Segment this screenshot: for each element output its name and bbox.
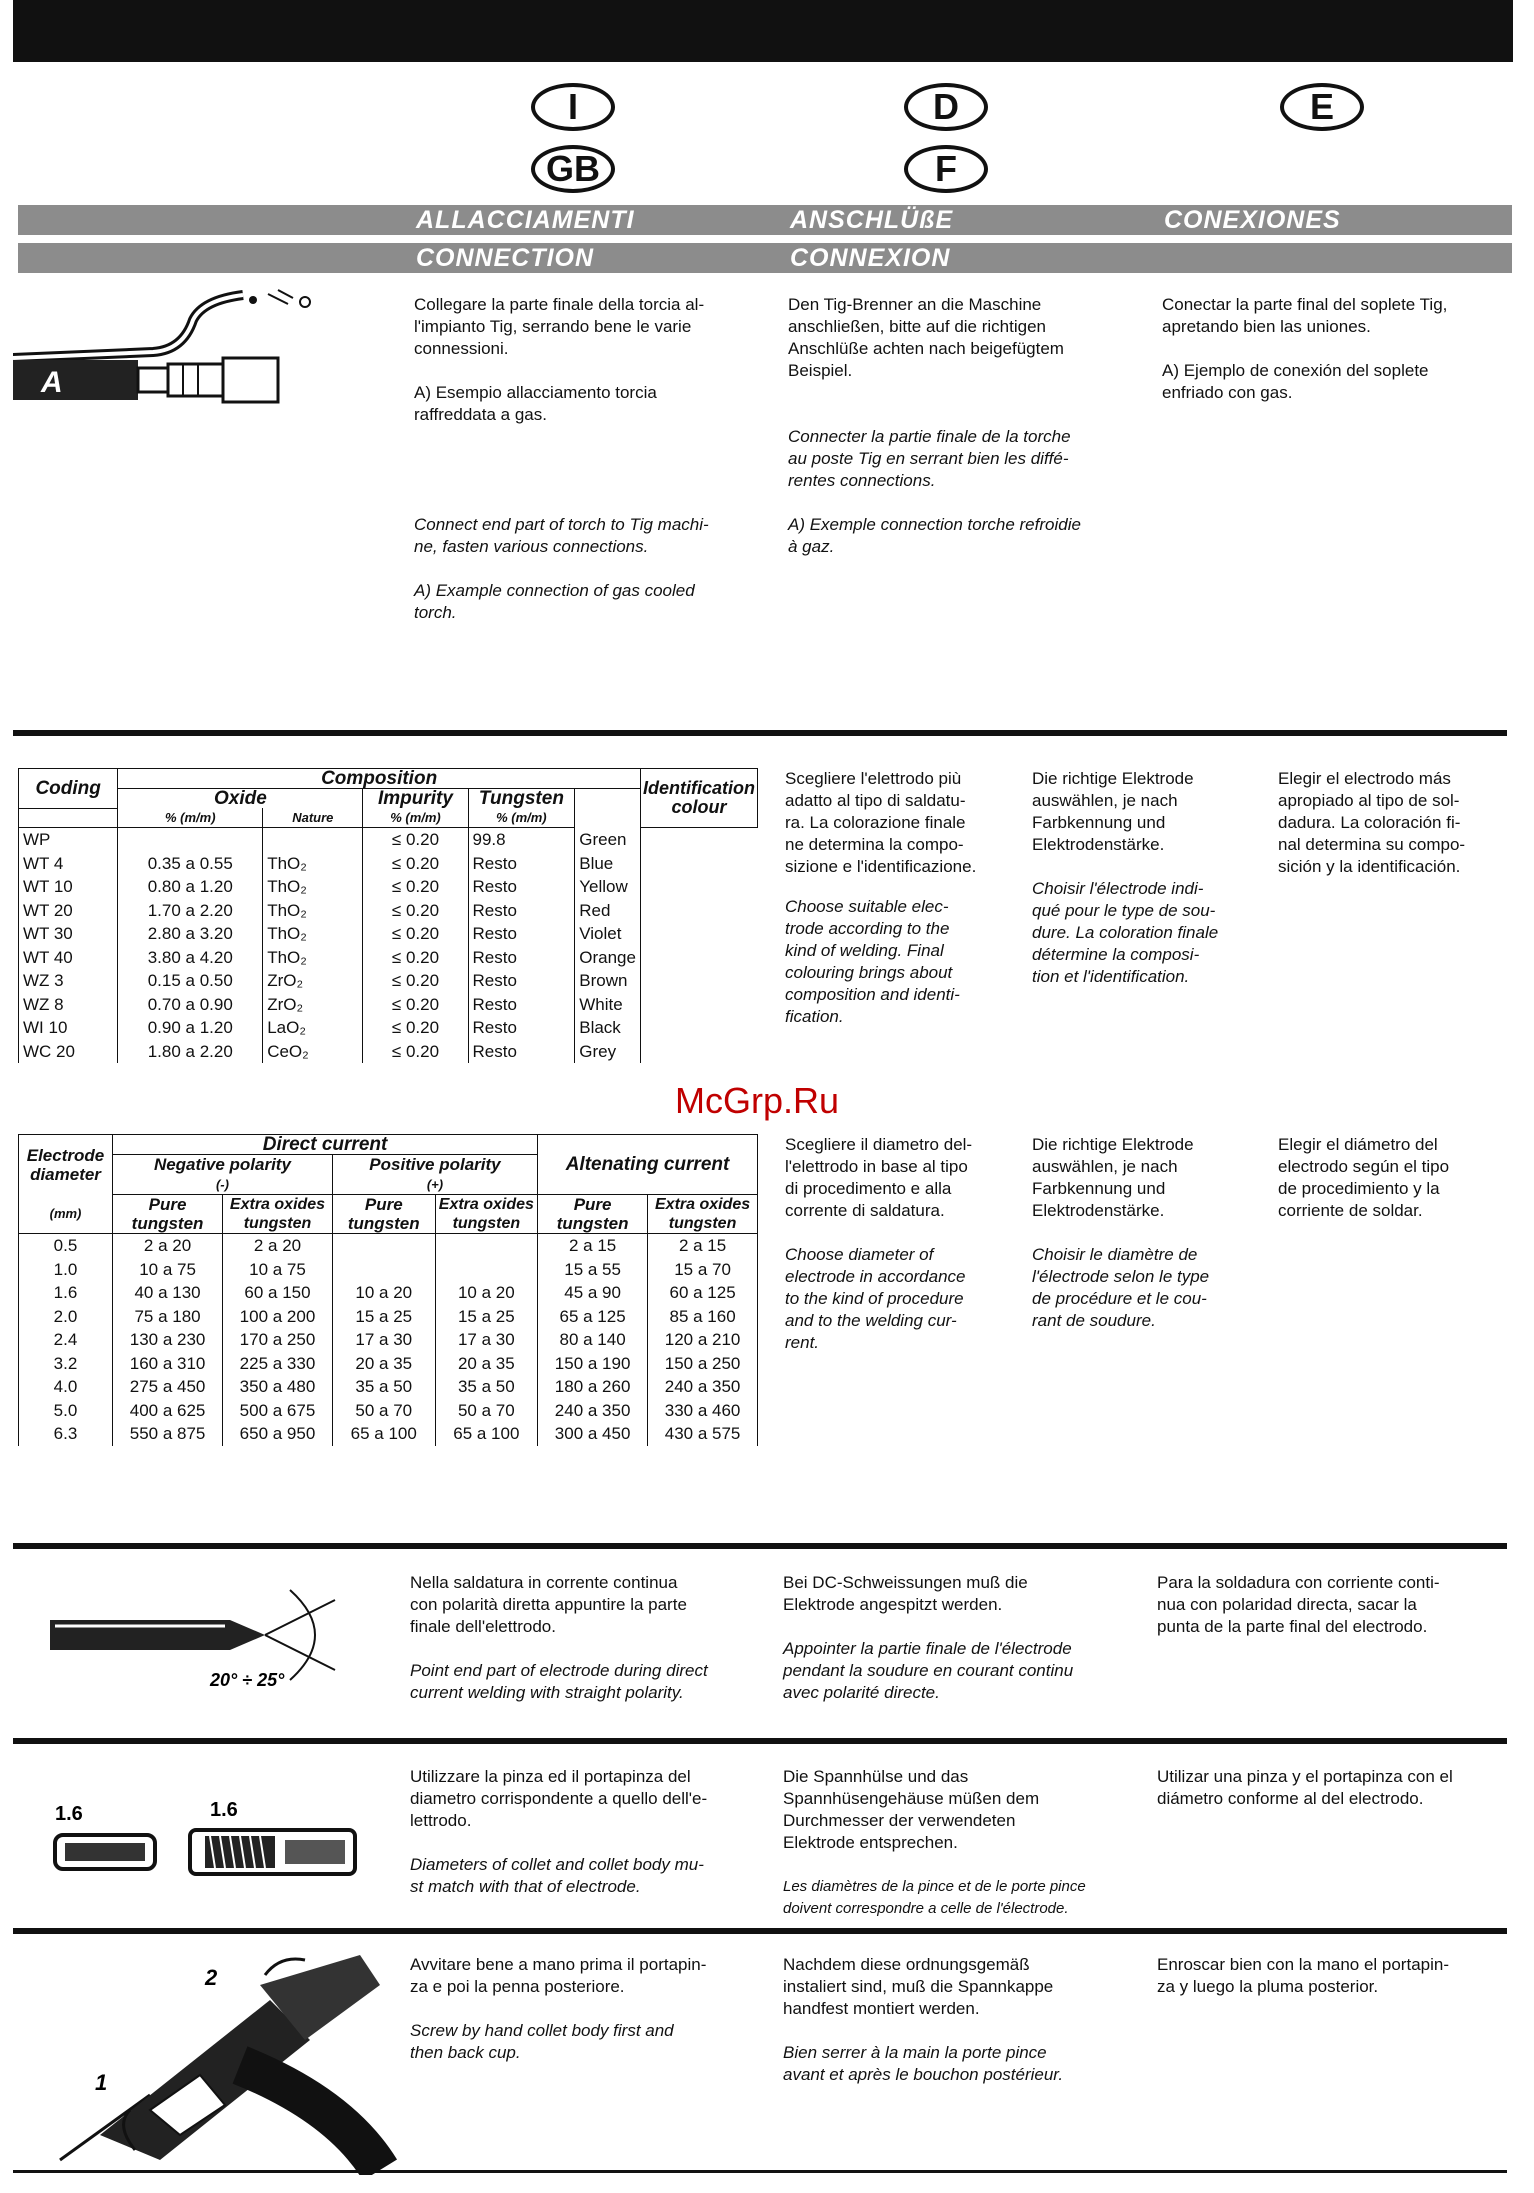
current-row-cell xyxy=(332,1258,435,1282)
coding-row-cell: WT 40 xyxy=(19,946,118,970)
figure-label-a: A xyxy=(41,366,63,399)
th-nature: Nature xyxy=(263,808,363,828)
coding-row-cell: White xyxy=(575,993,641,1017)
current-row-cell: 10 a 75 xyxy=(223,1258,333,1282)
electrode-point-illustration xyxy=(40,1580,350,1690)
current-row-cell xyxy=(435,1258,537,1282)
coding-row-cell: LaO₂ xyxy=(263,1016,363,1040)
section-band-2 xyxy=(18,243,1512,273)
current-row-cell: 65 a 125 xyxy=(538,1305,648,1329)
lang-badge-d: D xyxy=(904,83,988,131)
th-negative-polarity xyxy=(113,1155,333,1195)
screw-label-2: 2 xyxy=(205,1965,218,1990)
lang-badge-gb: GB xyxy=(531,145,615,193)
th-direct-current: Direct current xyxy=(113,1135,538,1155)
section-band-1 xyxy=(18,205,1512,235)
coding-row-cell: ThO₂ xyxy=(263,899,363,923)
current-row xyxy=(19,1422,758,1446)
coding-row-cell: Resto xyxy=(468,969,575,993)
current-row-cell: 6.3 xyxy=(19,1422,113,1446)
coding-row-cell: WT 30 xyxy=(19,922,118,946)
current-row-cell: 170 a 250 xyxy=(223,1328,333,1352)
current-row-cell: 0.5 xyxy=(19,1234,113,1258)
current-row-cell: 2 a 15 xyxy=(648,1234,758,1258)
current-row xyxy=(19,1328,758,1352)
th-ac-extra: Extra oxides tungsten xyxy=(648,1195,758,1234)
collet-en: Diameters of collet and collet body mu- st match with that of electrode. xyxy=(410,1855,704,1896)
connection-fr-a: A) Exemple connection torche refroidie à gaz. xyxy=(788,515,1081,556)
coding-row xyxy=(19,828,758,852)
current-row-cell: 10 a 20 xyxy=(435,1281,537,1305)
coding-row-cell: Blue xyxy=(575,852,641,876)
choose-diameter-en: Choose diameter of electrode in accordance to the kind of procedure and to the welding cur- rent. xyxy=(785,1245,966,1352)
coding-row xyxy=(19,969,758,993)
connection-de: Den Tig-Brenner an die Maschine anschließen, bitte auf die richtigen Anschlüße achten nach beigefügtem Beispiel. xyxy=(788,295,1064,380)
welding-current-table xyxy=(18,1134,758,1446)
current-row-cell: 20 a 35 xyxy=(435,1352,537,1376)
title-fr: CONNEXION xyxy=(790,244,951,272)
th-positive-sign: (+) xyxy=(426,1177,444,1192)
coding-row-cell: ≤ 0.20 xyxy=(363,852,468,876)
coding-row-cell: Resto xyxy=(468,922,575,946)
th-impurity-unit: % (m/m) xyxy=(363,808,468,828)
current-row-cell: 500 a 675 xyxy=(223,1399,333,1423)
torch-assembly-illustration xyxy=(40,1945,400,2175)
current-row-cell: 275 a 450 xyxy=(113,1375,223,1399)
pointing-es: Para la soldadura con corriente conti- nua con polaridad directa, sacar la punta de la parte final del electrodo. xyxy=(1157,1573,1440,1636)
choose-electrode-it: Scegliere l'elettrodo più adatto al tipo di saldatu- ra. La colorazione finale ne determina la compo- sizione e l'identificazione. xyxy=(785,769,977,876)
current-row-cell: 20 a 35 xyxy=(332,1352,435,1376)
current-row-cell: 60 a 125 xyxy=(648,1281,758,1305)
th-negative-sign: (-) xyxy=(215,1177,229,1192)
th-composition: Composition xyxy=(118,769,641,789)
choose-diameter-fr: Choisir le diamètre de l'électrode selon le type de procédure et le cou- rant de soudure. xyxy=(1032,1245,1210,1330)
coding-row-cell: Black xyxy=(575,1016,641,1040)
connection-fr: Connecter la partie finale de la torche au poste Tig en serrant bien les diffé- rentes connections. xyxy=(788,427,1071,490)
screw-it: Avvitare bene a mano prima il portapin- za e poi la penna posteriore. xyxy=(410,1955,707,1996)
th-tungsten-unit: % (m/m) xyxy=(468,808,575,828)
coding-row-cell: ThO₂ xyxy=(263,852,363,876)
current-row-cell: 240 a 350 xyxy=(648,1375,758,1399)
coding-row-cell: 0.70 a 0.90 xyxy=(118,993,263,1017)
current-row-cell: 15 a 25 xyxy=(435,1305,537,1329)
coding-row-cell: Red xyxy=(575,899,641,923)
current-row-cell: 550 a 875 xyxy=(113,1422,223,1446)
coding-row-cell: ThO₂ xyxy=(263,875,363,899)
th-ac-pure: Pure tungsten xyxy=(538,1195,648,1234)
current-row-cell: 150 a 250 xyxy=(648,1352,758,1376)
th-oxide-unit: % (m/m) xyxy=(118,808,263,828)
th-tungsten: Tungsten xyxy=(468,789,575,809)
collet-de: Die Spannhülse und das Spannhüsengehäuse müßen dem Durchmesser der verwendeten Elektrode entsprechen. xyxy=(783,1767,1040,1852)
th-diameter-label: Electrode diameter xyxy=(26,1145,105,1184)
coding-row-cell: ≤ 0.20 xyxy=(363,946,468,970)
th-pos-pure: Pure tungsten xyxy=(332,1195,435,1234)
current-row-cell xyxy=(332,1234,435,1258)
title-es: CONEXIONES xyxy=(1164,206,1341,234)
choose-diameter-es: Elegir el diámetro del electrodo según el tipo de procedimiento y la corriente de soldar. xyxy=(1278,1135,1450,1220)
coding-row xyxy=(19,1016,758,1040)
coding-row-cell: Resto xyxy=(468,946,575,970)
coding-row-cell: WT 4 xyxy=(19,852,118,876)
coding-row-cell: WT 10 xyxy=(19,875,118,899)
th-diameter-unit: (mm) xyxy=(49,1205,82,1221)
section-divider-1 xyxy=(13,730,1507,736)
title-de: ANSCHLÜßE xyxy=(790,206,954,234)
coding-row-cell: ThO₂ xyxy=(263,922,363,946)
current-row-cell: 50 a 70 xyxy=(332,1399,435,1423)
lang-badge-e: E xyxy=(1280,83,1364,131)
choose-electrode-es: Elegir el electrodo más apropiado al tipo de sol- dadura. La coloración fi- nal determina su compo- sición y la identificación. xyxy=(1278,769,1466,876)
current-row-cell: 150 a 190 xyxy=(538,1352,648,1376)
current-row-cell: 300 a 450 xyxy=(538,1422,648,1446)
coding-row-cell: WZ 8 xyxy=(19,993,118,1017)
coding-row xyxy=(19,1040,758,1064)
current-row-cell: 120 a 210 xyxy=(648,1328,758,1352)
current-row-cell: 75 a 180 xyxy=(113,1305,223,1329)
current-row-cell: 3.2 xyxy=(19,1352,113,1376)
current-row-cell: 40 a 130 xyxy=(113,1281,223,1305)
current-row-cell: 430 a 575 xyxy=(648,1422,758,1446)
connection-it: Collegare la parte finale della torcia al- l'impianto Tig, serrando bene le varie connessioni. xyxy=(414,295,705,358)
coding-row-cell xyxy=(263,828,363,852)
top-black-bar xyxy=(13,0,1513,62)
current-row-cell: 650 a 950 xyxy=(223,1422,333,1446)
current-row-cell: 15 a 70 xyxy=(648,1258,758,1282)
current-row-cell: 1.0 xyxy=(19,1258,113,1282)
watermark: McGrp.Ru xyxy=(675,1080,840,1121)
connection-en-a: A) Example connection of gas cooled torch. xyxy=(414,581,695,622)
coding-row xyxy=(19,993,758,1017)
th-diameter xyxy=(19,1135,113,1234)
current-row-cell: 350 a 480 xyxy=(223,1375,333,1399)
current-row-cell: 2.0 xyxy=(19,1305,113,1329)
coding-row-cell: ≤ 0.20 xyxy=(363,1040,468,1064)
th-coding: Coding xyxy=(19,769,118,809)
point-angle-label: 20° ÷ 25° xyxy=(210,1670,285,1690)
current-row-cell: 35 a 50 xyxy=(332,1375,435,1399)
current-row-cell: 85 a 160 xyxy=(648,1305,758,1329)
coding-row xyxy=(19,946,758,970)
current-row-cell: 400 a 625 xyxy=(113,1399,223,1423)
coding-row-cell: WC 20 xyxy=(19,1040,118,1064)
coding-row xyxy=(19,899,758,923)
choose-electrode-fr: Choisir l'électrode indi- qué pour le type de sou- dure. La coloration finale détermine la composi- tion et l'identification. xyxy=(1032,879,1219,986)
screw-label-1: 1 xyxy=(95,2070,108,2095)
current-row-cell: 225 a 330 xyxy=(223,1352,333,1376)
pointing-it: Nella saldatura in corrente continua con polarità diretta appuntire la parte finale dell'elettrodo. xyxy=(410,1573,687,1636)
current-row-cell: 330 a 460 xyxy=(648,1399,758,1423)
choose-electrode-de: Die richtige Elektrode auswählen, je nach Farbkennung und Elektrodenstärke. xyxy=(1032,769,1194,854)
th-positive-polarity xyxy=(332,1155,537,1195)
coding-row-cell: 99.8 xyxy=(468,828,575,852)
current-row-cell: 50 a 70 xyxy=(435,1399,537,1423)
current-row-cell: 180 a 260 xyxy=(538,1375,648,1399)
current-row-cell: 2.4 xyxy=(19,1328,113,1352)
current-row-cell: 10 a 75 xyxy=(113,1258,223,1282)
coding-row-cell: Brown xyxy=(575,969,641,993)
current-row xyxy=(19,1375,758,1399)
pointing-fr: Appointer la partie finale de l'électrode pendant la soudure en courant continu avec polarité directe. xyxy=(783,1639,1074,1702)
th-positive-label: Positive polarity xyxy=(369,1155,501,1174)
coding-row-cell: 0.15 a 0.50 xyxy=(118,969,263,993)
pointing-en: Point end part of electrode during direct current welding with straight polarity. xyxy=(410,1661,708,1702)
bottom-divider xyxy=(13,2170,1507,2173)
coding-row-cell: ≤ 0.20 xyxy=(363,922,468,946)
coding-row-cell: WP xyxy=(19,828,118,852)
screw-de: Nachdem diese ordnungsgemäß instaliert sind, muß die Spannkappe handfest montiert werden. xyxy=(783,1955,1054,2018)
coding-row-cell: 0.90 a 1.20 xyxy=(118,1016,263,1040)
coding-row-cell: ≤ 0.20 xyxy=(363,993,468,1017)
collet-label-right: 1.6 xyxy=(210,1799,238,1821)
coding-row-cell: Resto xyxy=(468,993,575,1017)
current-row-cell: 80 a 140 xyxy=(538,1328,648,1352)
lang-badge-f: F xyxy=(904,145,988,193)
th-neg-extra: Extra oxides tungsten xyxy=(223,1195,333,1234)
current-row xyxy=(19,1352,758,1376)
current-row-cell: 1.6 xyxy=(19,1281,113,1305)
lang-badge-i: I xyxy=(531,83,615,131)
coding-row-cell: 3.80 a 4.20 xyxy=(118,946,263,970)
choose-diameter-de: Die richtige Elektrode auswählen, je nach Farbkennung und Elektrodenstärke. xyxy=(1032,1135,1194,1220)
current-row xyxy=(19,1281,758,1305)
collet-es: Utilizar una pinza y el portapinza con el diámetro conforme al del electrodo. xyxy=(1157,1767,1453,1808)
current-row-cell: 65 a 100 xyxy=(332,1422,435,1446)
screw-es: Enroscar bien con la mano el portapin- za y luego la pluma posterior. xyxy=(1157,1955,1449,1996)
current-row xyxy=(19,1234,758,1258)
coding-row-cell: ≤ 0.20 xyxy=(363,828,468,852)
section-divider-3 xyxy=(13,1738,1507,1744)
current-row-cell: 15 a 55 xyxy=(538,1258,648,1282)
th-impurity: Impurity xyxy=(363,789,468,809)
coding-row-cell: ≤ 0.20 xyxy=(363,969,468,993)
coding-row-cell: 2.80 a 3.20 xyxy=(118,922,263,946)
torch-connection-illustration xyxy=(13,280,333,430)
coding-row-cell: 1.80 a 2.20 xyxy=(118,1040,263,1064)
th-pos-extra: Extra oxides tungsten xyxy=(435,1195,537,1234)
current-row-cell: 130 a 230 xyxy=(113,1328,223,1352)
connection-en: Connect end part of torch to Tig machi- ne, fasten various connections. xyxy=(414,515,709,556)
coding-row-cell: Resto xyxy=(468,875,575,899)
connection-es: Conectar la parte final del soplete Tig, apretando bien las uniones. xyxy=(1162,295,1448,336)
section-divider-4 xyxy=(13,1928,1507,1934)
choose-diameter-it: Scegliere il diametro del- l'elettrodo in base al tipo di procedimento e alla corrente di saldatura. xyxy=(785,1135,973,1220)
coding-row-cell: Resto xyxy=(468,899,575,923)
th-alternating-current: Altenating current xyxy=(538,1135,758,1195)
collet-label-left: 1.6 xyxy=(55,1803,83,1825)
coding-row-cell: ZrO₂ xyxy=(263,969,363,993)
th-oxide: Oxide xyxy=(118,789,363,809)
coding-row-cell: Yellow xyxy=(575,875,641,899)
th-negative-label: Negative polarity xyxy=(153,1155,291,1174)
current-row-cell: 35 a 50 xyxy=(435,1375,537,1399)
collet-fr: Les diamètres de la pince et de le porte pince doivent correspondre a celle de l'électrode. xyxy=(783,1878,1086,1917)
coding-row-cell xyxy=(118,828,263,852)
coding-row-cell: Orange xyxy=(575,946,641,970)
current-row xyxy=(19,1258,758,1282)
coding-row-cell: 0.35 a 0.55 xyxy=(118,852,263,876)
coding-row-cell: 1.70 a 2.20 xyxy=(118,899,263,923)
current-row-cell: 17 a 30 xyxy=(435,1328,537,1352)
current-row-cell: 15 a 25 xyxy=(332,1305,435,1329)
current-row-cell: 2 a 20 xyxy=(223,1234,333,1258)
current-row-cell xyxy=(435,1234,537,1258)
title-en: CONNECTION xyxy=(416,244,595,272)
section-divider-2 xyxy=(13,1543,1507,1549)
coding-row-cell: WZ 3 xyxy=(19,969,118,993)
coding-row-cell: Grey xyxy=(575,1040,641,1064)
coding-row-cell: WI 10 xyxy=(19,1016,118,1040)
coding-row-cell: ≤ 0.20 xyxy=(363,875,468,899)
current-row-cell: 2 a 20 xyxy=(113,1234,223,1258)
coding-row xyxy=(19,922,758,946)
coding-row-cell: ≤ 0.20 xyxy=(363,1016,468,1040)
pointing-de: Bei DC-Schweissungen muß die Elektrode angespitzt werden. xyxy=(783,1573,1028,1614)
coding-row-cell: Green xyxy=(575,828,641,852)
current-row-cell: 65 a 100 xyxy=(435,1422,537,1446)
coding-row xyxy=(19,852,758,876)
current-row-cell: 4.0 xyxy=(19,1375,113,1399)
current-row-cell: 160 a 310 xyxy=(113,1352,223,1376)
coding-row-cell: ≤ 0.20 xyxy=(363,899,468,923)
coding-row-cell: Resto xyxy=(468,1016,575,1040)
coding-row-cell: Resto xyxy=(468,852,575,876)
th-id-colour: Identification colour xyxy=(640,769,757,828)
coding-row-cell: ThO₂ xyxy=(263,946,363,970)
current-row-cell: 45 a 90 xyxy=(538,1281,648,1305)
current-row xyxy=(19,1399,758,1423)
current-row-cell: 240 a 350 xyxy=(538,1399,648,1423)
screw-en: Screw by hand collet body first and then back cup. xyxy=(410,2021,674,2062)
screw-fr: Bien serrer à la main la porte pince avant et après le bouchon postérieur. xyxy=(783,2043,1064,2084)
current-row-cell: 5.0 xyxy=(19,1399,113,1423)
coding-row-cell: CeO₂ xyxy=(263,1040,363,1064)
current-row-cell: 100 a 200 xyxy=(223,1305,333,1329)
connection-es-a: A) Ejemplo de conexión del soplete enfriado con gas. xyxy=(1162,361,1429,402)
electrode-coding-table xyxy=(18,768,758,1063)
current-row-cell: 10 a 20 xyxy=(332,1281,435,1305)
coding-row-cell: 0.80 a 1.20 xyxy=(118,875,263,899)
coding-row-cell: Violet xyxy=(575,922,641,946)
connection-it-a: A) Esempio allacciamento torcia raffreddata a gas. xyxy=(414,383,657,424)
th-neg-pure: Pure tungsten xyxy=(113,1195,223,1234)
choose-electrode-en: Choose suitable elec- trode according to the kind of welding. Final colouring brings about composition and identi- fication. xyxy=(785,897,960,1026)
coding-row xyxy=(19,875,758,899)
title-it: ALLACCIAMENTI xyxy=(416,206,635,234)
coding-row-cell: WT 20 xyxy=(19,899,118,923)
coding-row-cell: Resto xyxy=(468,1040,575,1064)
current-row-cell: 2 a 15 xyxy=(538,1234,648,1258)
coding-row-cell: ZrO₂ xyxy=(263,993,363,1017)
collet-illustration xyxy=(40,1790,380,1900)
collet-it: Utilizzare la pinza ed il portapinza del diametro corrispondente a quello dell'e- lettrodo. xyxy=(410,1767,708,1830)
current-row xyxy=(19,1305,758,1329)
current-row-cell: 60 a 150 xyxy=(223,1281,333,1305)
current-row-cell: 17 a 30 xyxy=(332,1328,435,1352)
